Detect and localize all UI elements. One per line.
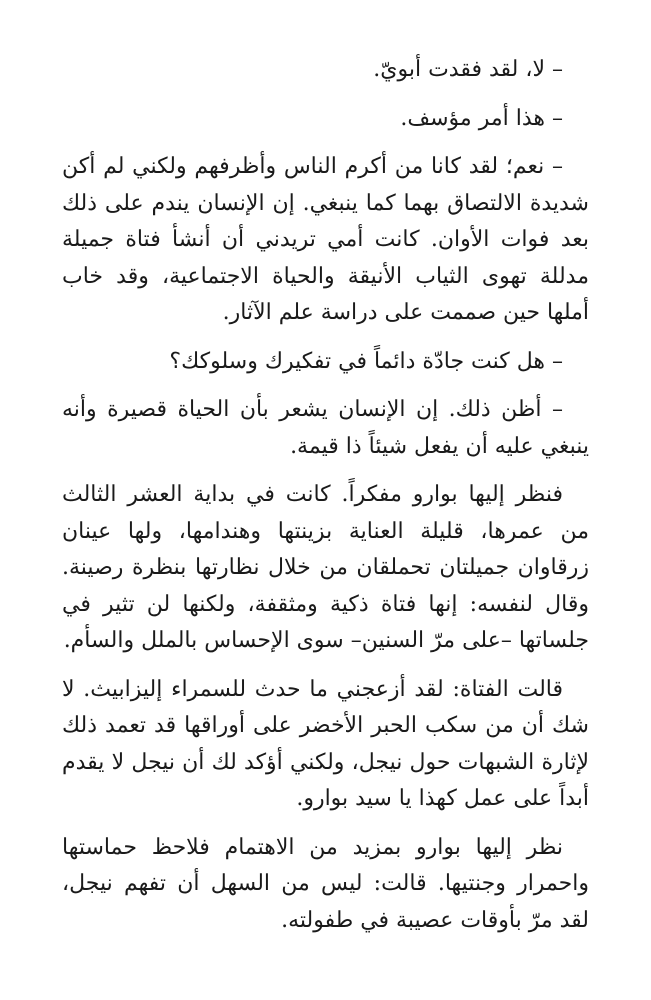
dialogue-line-4: – هل كنت جادّة دائماً في تفكيرك وسلوكك؟	[169, 348, 563, 374]
narrative-paragraph-3: نظر إليها بوارو بمزيد من الاهتمام فلاحظ حماستها واحمرار وجنتيها. قالت: ليس من السهل أن تفهم نيجل، لقد مرّ بأوقات عصيبة في طفولته.	[62, 834, 589, 933]
dialogue-line-1: – لا، لقد فقدت أبويّ.	[373, 57, 563, 82]
narrative-paragraph-1: فنظر إليها بوارو مفكراً. كانت في بداية العشر الثالث من عمرها، قليلة العناية بزينتها وهندامها، ولها عينان زرقاوان جميلتان تحملقان من خلال نظارتها بنظرة رصينة. وقال لنفسه: إنها فتاة ذكية ومثقفة، ولكنها لن تثير في جلساتها –على مرّ السنين– سوى الإحساس بالملل والسأم.	[62, 482, 589, 653]
narrative-paragraph-2: قالت الفتاة: لقد أزعجني ما حدث للسمراء إليزابيث. لا شك أن من سكب الحبر الأخضر على أوراقها قد تعمد ذلك لإثارة الشبهات حول نيجل، ولكني أؤكد لك أن نيجل لا يقدم أبداً على عمل كهذا يا سيد بوارو.	[62, 676, 589, 811]
dialogue-line-5: – أظن ذلك. إن الإنسان يشعر بأن الحياة قصيرة وأنه ينبغي عليه أن يفعل شيئاً ذا قيمة.	[62, 397, 589, 459]
dialogue-line-3: – نعم؛ لقد كانا من أكرم الناس وأظرفهم ولكني لم أكن شديدة الالتصاق بهما كما ينبغي. إن الإنسان يندم على ذلك بعد فوات الأوان. كانت أمي تريدني أن أنشأ فتاة جميلة مدللة تهوى الثياب الأنيقة والحياة الاجتماعية، وقد خاب أملها حين صممت على دراسة علم الآثار.	[62, 154, 589, 325]
dialogue-line-2: – هذا أمر مؤسف.	[400, 105, 563, 131]
